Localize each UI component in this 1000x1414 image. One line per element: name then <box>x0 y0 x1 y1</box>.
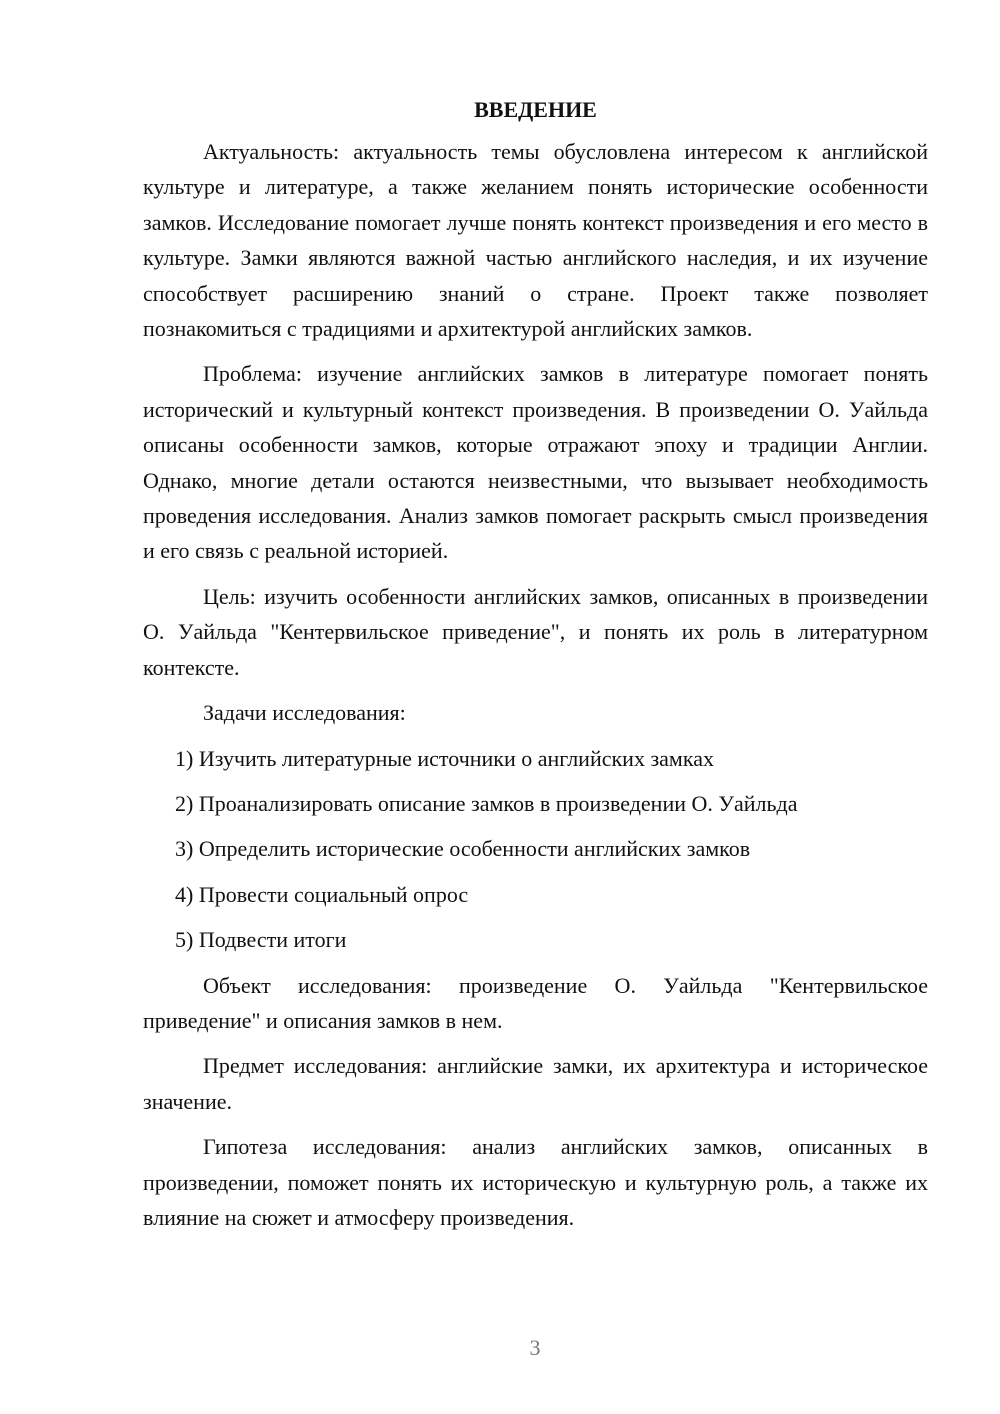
task-item: 3) Определить исторические особенности английских замков <box>175 836 751 862</box>
task-item: 1) Изучить литературные источники о английских замках <box>175 745 714 771</box>
problem-paragraph: Проблема: изучение английских замков в литературе помогает понять исторический и культурный контекст произведения. В произведении О. Уайльда описаны особенности замков, которые отражают эпоху и традиции Англии. Однако, многие детали остаются неизвестными, что вызывает необходимость проведения исследования. Анализ замков помогает раскрыть смысл произведения и его связь с реальной историей. <box>143 361 928 564</box>
task-item: 5) Подвести итоги <box>175 927 347 953</box>
page-title: ВВЕДЕНИЕ <box>474 97 597 122</box>
hypothesis-paragraph: Гипотеза исследования: анализ английских замков, описанных в произведении, поможет понять их историческую и культурную роль, а также их влияние на сюжет и атмосферу произведения. <box>143 1134 928 1230</box>
document-page <box>143 96 928 1245</box>
task-item: 4) Провести социальный опрос <box>175 881 469 907</box>
object-paragraph: Объект исследования: произведение О. Уайльда "Кентервильское приведение" и описания замков в нем. <box>143 972 928 1033</box>
relevance-paragraph: Актуальность: актуальность темы обусловлена интересом к английской культуре и литературе, а также желанием понять исторические особенности замков. Исследование помогает лучше понять контекст произведения и его место в культуре. Замки являются важной частью английского наследия, и их изучение способствует расширению знаний о стране. Проект также позволяет познакомиться с традициями и архитектурой английских замков. <box>143 139 928 342</box>
subject-paragraph: Предмет исследования: английские замки, их архитектура и историческое значение. <box>143 1053 928 1114</box>
goal-paragraph: Цель: изучить особенности английских замков, описанных в произведении О. Уайльда "Кентервильское приведение", и понять их роль в литературном контексте. <box>143 583 928 680</box>
tasks-heading: Задачи исследования: <box>203 700 406 726</box>
tasks-list <box>143 741 928 958</box>
page-number: 3 <box>529 1335 541 1360</box>
task-item: 2) Проанализировать описание замков в произведении О. Уайльда <box>175 790 798 816</box>
